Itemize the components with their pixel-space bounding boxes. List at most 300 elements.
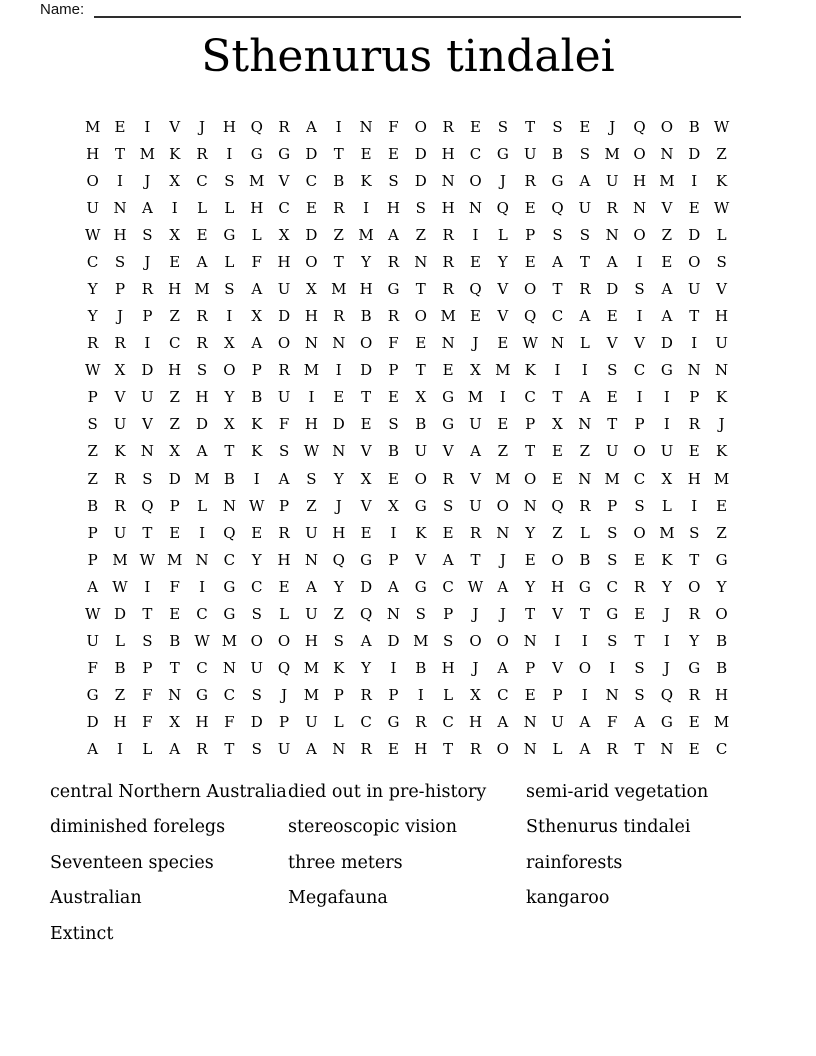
grid-cell: T	[470, 550, 481, 569]
grid-cell: P	[525, 415, 536, 434]
grid-cell: R	[606, 198, 618, 217]
grid-cell: R	[114, 334, 126, 353]
grid-cell: X	[552, 415, 563, 434]
grid-cell: S	[689, 523, 700, 542]
grid-cell: O	[469, 632, 482, 651]
grid-cell: E	[169, 523, 181, 542]
grid-cell: S	[306, 469, 317, 488]
word-list-item: semi-arid vegetation	[526, 781, 709, 802]
grid-cell: M	[194, 280, 210, 298]
grid-cell: D	[660, 334, 673, 353]
grid-cell: M	[358, 225, 374, 244]
grid-cell: M	[604, 469, 620, 488]
grid-cell: I	[363, 198, 370, 217]
grid-cell: O	[688, 252, 701, 271]
grid-cell: H	[468, 713, 483, 732]
grid-cell: E	[688, 198, 700, 217]
grid-cell: A	[251, 334, 263, 353]
grid-cell: P	[689, 388, 700, 407]
grid-cell: I	[636, 252, 643, 271]
grid-cell: E	[524, 686, 536, 705]
grid-cell: E	[634, 604, 646, 623]
grid-cell: A	[388, 577, 399, 596]
grid-cell: P	[388, 550, 399, 569]
grid-cell: M	[303, 686, 320, 705]
grid-cell: G	[715, 550, 728, 569]
grid-cell: C	[360, 713, 372, 732]
grid-cell: T	[607, 415, 618, 434]
grid-cell: P	[634, 415, 645, 434]
grid-cell: I	[581, 361, 588, 380]
grid-cell: H	[195, 713, 209, 732]
grid-cell: A	[87, 740, 99, 759]
grid-cell: E	[606, 388, 618, 407]
grid-cell: I	[691, 334, 698, 353]
grid-cell: O	[250, 632, 263, 651]
grid-cell: Q	[277, 659, 291, 678]
grid-cell: B	[333, 171, 345, 190]
grid-cell: I	[554, 361, 561, 380]
grid-cell: X	[169, 713, 181, 732]
grid-cell: A	[606, 252, 618, 271]
grid-cell: N	[332, 740, 346, 759]
grid-cell: B	[87, 496, 99, 515]
grid-cell: V	[634, 334, 645, 353]
grid-cell: E	[524, 252, 536, 271]
grid-cell: C	[551, 307, 564, 326]
grid-cell: U	[605, 171, 619, 190]
grid-cell: N	[523, 713, 537, 732]
grid-cell: H	[715, 686, 729, 705]
grid-cell: V	[552, 604, 563, 623]
grid-cell: T	[361, 388, 372, 407]
grid-cell: H	[168, 361, 182, 380]
grid-cell: U	[305, 604, 318, 623]
grid-cell: J	[472, 659, 479, 678]
grid-cell: T	[224, 442, 235, 461]
grid-cell: B	[579, 550, 591, 569]
grid-cell: R	[196, 307, 208, 326]
grid-cell: I	[663, 388, 670, 407]
grid-cell: H	[633, 171, 647, 190]
word-list-item: kangaroo	[526, 888, 610, 909]
grid-cell: E	[442, 523, 454, 542]
grid-cell: V	[552, 659, 563, 678]
grid-cell: R	[442, 252, 454, 271]
grid-cell: W	[139, 550, 156, 569]
grid-cell: R	[196, 740, 208, 759]
letter-grid	[79, 113, 735, 763]
grid-cell: B	[223, 469, 235, 488]
grid-cell: Z	[87, 469, 98, 488]
word-list-item: stereoscopic vision	[288, 817, 457, 838]
grid-cell: M	[440, 307, 456, 326]
grid-cell: C	[278, 198, 290, 217]
grid-cell: E	[169, 604, 181, 623]
grid-cell: I	[472, 225, 479, 244]
word-list-item: Extinct	[50, 923, 114, 944]
grid-cell: Z	[169, 415, 180, 434]
grid-cell: A	[278, 469, 290, 488]
grid-cell: V	[470, 469, 481, 488]
grid-cell: U	[687, 280, 701, 298]
grid-cell: S	[251, 686, 262, 705]
grid-cell: Y	[333, 469, 344, 488]
grid-cell: R	[415, 713, 427, 732]
grid-cell: A	[196, 442, 208, 461]
grid-cell: M	[495, 361, 511, 380]
grid-cell: E	[716, 496, 728, 515]
grid-cell: W	[713, 117, 730, 136]
puzzle-title: Sthenurus tindalei	[201, 31, 615, 82]
grid-cell: G	[86, 686, 99, 705]
grid-cell: M	[194, 469, 210, 488]
grid-cell: O	[715, 604, 728, 623]
grid-cell: L	[197, 496, 208, 515]
grid-cell: I	[499, 388, 506, 407]
grid-cell: U	[551, 713, 564, 732]
grid-cell: N	[523, 632, 537, 651]
grid-cell: Y	[497, 252, 508, 271]
grid-cell: U	[141, 388, 154, 407]
grid-cell: A	[306, 117, 317, 136]
grid-cell: R	[278, 523, 290, 542]
grid-cell: L	[552, 740, 563, 759]
grid-cell: N	[304, 334, 318, 353]
grid-cell: V	[661, 198, 673, 217]
grid-cell: D	[606, 280, 619, 298]
grid-cell: S	[224, 280, 235, 298]
grid-cell: P	[525, 659, 536, 678]
grid-cell: P	[333, 686, 344, 705]
grid-cell: S	[87, 415, 98, 434]
grid-cell: H	[222, 117, 236, 136]
word-list-item: Australian	[50, 888, 142, 909]
grid-cell: T	[415, 361, 426, 380]
grid-cell: Q	[551, 198, 564, 217]
grid-cell: S	[224, 171, 235, 190]
grid-cell: I	[581, 632, 588, 651]
grid-cell: O	[277, 632, 291, 651]
grid-cell: Q	[551, 496, 564, 515]
grid-cell: O	[633, 144, 646, 163]
grid-cell: X	[169, 442, 181, 461]
grid-cell: Z	[716, 523, 727, 542]
grid-cell: O	[524, 280, 537, 298]
grid-cell: H	[277, 252, 291, 271]
word-list-item: Sthenurus tindalei	[526, 817, 691, 838]
grid-cell: S	[607, 361, 618, 380]
grid-cell: S	[634, 686, 645, 705]
grid-cell: N	[632, 198, 647, 217]
grid-cell: M	[495, 469, 511, 488]
grid-cell: Q	[223, 523, 236, 542]
grid-cell: U	[113, 523, 127, 542]
grid-cell: Z	[415, 225, 427, 244]
grid-cell: G	[442, 415, 455, 434]
grid-cell: M	[713, 469, 730, 488]
grid-cell: S	[579, 225, 590, 244]
grid-cell: S	[579, 144, 590, 163]
grid-cell: I	[144, 334, 151, 353]
grid-cell: H	[86, 144, 100, 163]
grid-cell: A	[579, 388, 591, 407]
grid-cell: O	[414, 117, 427, 136]
grid-cell: E	[305, 198, 317, 217]
grid-cell: Z	[114, 686, 126, 705]
grid-cell: N	[168, 686, 182, 705]
grid-cell: O	[414, 469, 427, 488]
grid-cell: E	[634, 550, 646, 569]
grid-cell: W	[249, 496, 265, 515]
grid-cell: D	[688, 144, 701, 163]
grid-cell: M	[659, 171, 675, 190]
grid-cell: G	[660, 713, 673, 732]
grid-cell: S	[142, 469, 153, 488]
grid-cell: E	[196, 225, 208, 244]
word-list-item: central Northern Australia	[50, 781, 287, 802]
grid-cell: I	[335, 361, 342, 380]
grid-cell: G	[688, 659, 701, 678]
grid-cell: H	[304, 415, 318, 434]
grid-cell: E	[606, 307, 618, 326]
grid-cell: A	[196, 252, 208, 271]
grid-cell: Y	[689, 632, 700, 651]
grid-cell: J	[609, 117, 616, 136]
grid-cell: C	[442, 713, 454, 732]
grid-cell: U	[523, 144, 537, 163]
grid-cell: C	[633, 469, 646, 488]
grid-cell: V	[415, 550, 427, 569]
grid-cell: N	[578, 469, 592, 488]
grid-cell: D	[414, 171, 427, 190]
grid-cell: E	[524, 550, 536, 569]
grid-cell: Q	[469, 280, 482, 298]
grid-cell: U	[277, 280, 291, 298]
grid-cell: W	[112, 577, 128, 596]
grid-cell: S	[251, 604, 262, 623]
grid-cell: O	[660, 117, 674, 136]
grid-cell: S	[716, 252, 727, 271]
grid-cell: G	[278, 144, 291, 163]
grid-cell: M	[413, 632, 429, 651]
grid-cell: I	[554, 632, 561, 651]
grid-cell: R	[333, 198, 345, 217]
grid-cell: N	[332, 334, 346, 353]
grid-cell: U	[660, 442, 674, 461]
grid-cell: W	[84, 604, 101, 623]
grid-cell: I	[390, 659, 397, 678]
grid-cell: N	[687, 361, 701, 380]
grid-cell: D	[332, 415, 345, 434]
grid-cell: A	[579, 171, 591, 190]
grid-cell: N	[441, 171, 455, 190]
grid-cell: R	[469, 740, 482, 759]
grid-cell: K	[360, 171, 372, 190]
grid-cell: D	[86, 713, 99, 732]
grid-cell: R	[579, 280, 591, 298]
grid-cell: I	[226, 144, 233, 163]
grid-cell: I	[636, 388, 643, 407]
grid-cell: L	[716, 225, 727, 244]
grid-cell: I	[390, 523, 397, 542]
grid-cell: Y	[224, 388, 235, 407]
grid-cell: E	[333, 388, 345, 407]
grid-cell: L	[579, 334, 590, 353]
grid-cell: B	[387, 442, 399, 461]
grid-cell: N	[605, 225, 619, 244]
grid-cell: G	[660, 361, 673, 380]
grid-cell: N	[523, 496, 537, 515]
grid-cell: N	[578, 415, 592, 434]
grid-cell: S	[333, 632, 344, 651]
grid-cell: I	[199, 523, 206, 542]
grid-cell: O	[578, 659, 592, 678]
grid-cell: G	[387, 280, 400, 298]
grid-cell: R	[442, 469, 454, 488]
grid-cell: Y	[361, 659, 372, 678]
grid-cell: C	[223, 550, 236, 569]
grid-cell: T	[115, 144, 126, 163]
grid-cell: X	[169, 225, 181, 244]
grid-cell: N	[660, 144, 674, 163]
grid-cell: G	[578, 577, 591, 596]
grid-cell: A	[579, 740, 591, 759]
grid-cell: E	[114, 117, 126, 136]
grid-cell: T	[525, 604, 536, 623]
grid-cell: E	[661, 252, 673, 271]
grid-cell: R	[387, 307, 400, 326]
grid-cell: I	[335, 117, 342, 136]
grid-cell: Q	[359, 604, 373, 623]
grid-cell: N	[468, 198, 483, 217]
grid-cell: S	[443, 632, 454, 651]
grid-cell: C	[633, 361, 646, 380]
grid-cell: M	[713, 713, 730, 732]
grid-cell: B	[688, 117, 700, 136]
grid-cell: O	[223, 361, 236, 380]
grid-cell: L	[142, 740, 153, 759]
grid-cell: O	[524, 469, 537, 488]
grid-cell: R	[114, 496, 126, 515]
grid-cell: T	[525, 117, 536, 136]
grid-cell: R	[114, 469, 126, 488]
grid-cell: P	[142, 307, 153, 326]
grid-cell: Z	[333, 604, 344, 623]
grid-cell: Y	[661, 577, 672, 596]
word-list-item: Seventeen species	[50, 852, 214, 873]
grid-cell: L	[224, 198, 235, 217]
grid-cell: M	[167, 550, 183, 569]
grid-cell: K	[333, 659, 345, 678]
grid-cell: H	[250, 198, 264, 217]
grid-cell: I	[117, 740, 123, 759]
grid-cell: Z	[169, 307, 180, 326]
grid-cell: A	[497, 713, 509, 732]
grid-cell: R	[333, 307, 345, 326]
grid-cell: G	[414, 496, 427, 515]
grid-cell: S	[114, 252, 126, 271]
grid-cell: E	[251, 523, 263, 542]
grid-cell: U	[277, 388, 291, 407]
grid-cell: Z	[661, 225, 673, 244]
grid-cell: D	[387, 632, 400, 651]
grid-cell: W	[84, 225, 101, 244]
grid-cell: I	[117, 171, 123, 190]
grid-cell: M	[249, 171, 265, 190]
grid-cell: C	[524, 388, 536, 407]
grid-cell: I	[199, 577, 206, 596]
grid-cell: V	[169, 117, 181, 136]
grid-cell: R	[688, 604, 700, 623]
grid-cell: H	[441, 198, 455, 217]
grid-cell: Q	[250, 117, 263, 136]
grid-cell: E	[360, 144, 372, 163]
grid-cell: R	[688, 415, 700, 434]
grid-cell: G	[250, 144, 263, 163]
grid-cell: Y	[333, 577, 344, 596]
grid-cell: E	[552, 442, 563, 461]
grid-cell: K	[715, 442, 728, 461]
grid-cell: S	[634, 659, 645, 678]
grid-cell: B	[114, 659, 126, 678]
grid-cell: B	[251, 388, 263, 407]
grid-cell: J	[144, 171, 151, 190]
grid-cell: M	[331, 280, 347, 298]
grid-cell: R	[141, 280, 153, 298]
grid-cell: N	[195, 550, 209, 569]
grid-cell: I	[691, 171, 698, 190]
grid-cell: S	[142, 632, 153, 651]
grid-cell: S	[607, 632, 618, 651]
grid-cell: H	[386, 198, 400, 217]
grid-cell: S	[607, 523, 618, 542]
grid-cell: V	[716, 280, 727, 298]
grid-cell: O	[688, 577, 701, 596]
grid-cell: J	[718, 415, 725, 434]
grid-cell: A	[661, 280, 673, 298]
grid-cell: Y	[251, 550, 262, 569]
grid-cell: L	[333, 713, 344, 732]
grid-cell: H	[168, 280, 182, 298]
grid-cell: D	[305, 225, 318, 244]
grid-cell: U	[715, 334, 728, 353]
grid-cell: A	[169, 740, 181, 759]
grid-cell: T	[333, 144, 344, 163]
grid-cell: L	[251, 225, 262, 244]
grid-cell: H	[113, 713, 127, 732]
grid-cell: E	[552, 469, 563, 488]
grid-cell: R	[524, 171, 536, 190]
grid-cell: T	[579, 604, 590, 623]
grid-cell: E	[169, 252, 181, 271]
grid-cell: X	[278, 225, 290, 244]
grid-cell: W	[84, 361, 101, 380]
grid-cell: N	[550, 334, 565, 353]
grid-cell: I	[609, 659, 616, 678]
grid-cell: E	[442, 361, 454, 380]
grid-cell: F	[224, 713, 235, 732]
grid-cell: A	[388, 225, 399, 244]
grid-cell: S	[552, 225, 563, 244]
grid-cell: K	[415, 523, 427, 542]
grid-cell: I	[226, 307, 233, 326]
grid-cell: E	[688, 713, 700, 732]
grid-cell: P	[443, 604, 454, 623]
grid-cell: N	[441, 334, 455, 353]
grid-cell: G	[606, 604, 619, 623]
grid-cell: S	[142, 225, 153, 244]
